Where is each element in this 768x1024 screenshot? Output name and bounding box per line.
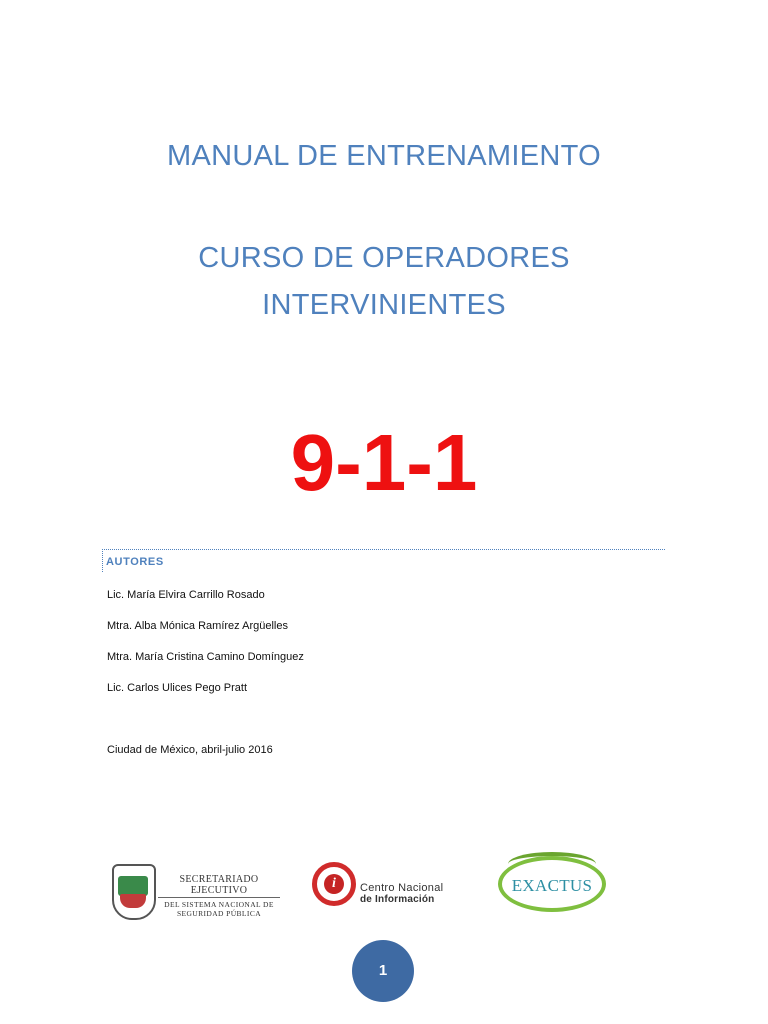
place-date: Ciudad de México, abril-julio 2016 [107, 744, 273, 756]
secretariado-line2: DEL SISTEMA NACIONAL DE [164, 900, 274, 909]
secretariado-line3: SEGURIDAD PÚBLICA [176, 909, 262, 918]
exactus-logo [498, 856, 608, 916]
exactus-word: EXACTUS [511, 876, 593, 895]
shield-emblem-icon [112, 864, 156, 920]
info-circle-icon: i [312, 862, 356, 906]
course-title-line2: INTERVINIENTES [262, 289, 506, 321]
course-title-line1: CURSO DE OPERADORES [198, 242, 570, 274]
author-item: Mtra. María Cristina Camino Domínguez [107, 651, 304, 663]
course-title [0, 235, 768, 329]
green-arc-icon [508, 852, 596, 876]
authors-section-border [102, 549, 665, 572]
secretariado-line1: SECRETARIADO EJECUTIVO [158, 874, 280, 898]
author-item: Lic. Carlos Ulices Pego Pratt [107, 682, 247, 694]
page-number: 1 [352, 940, 414, 1002]
author-item: Mtra. Alba Mónica Ramírez Argüelles [107, 620, 288, 632]
cni-logo [312, 862, 472, 916]
secretariado-logo [110, 864, 278, 916]
authors-heading: AUTORES [106, 556, 164, 568]
cni-logo-text [360, 882, 443, 906]
emergency-number: 9-1-1 [290, 418, 478, 507]
author-item: Lic. María Elvira Carrillo Rosado [107, 589, 265, 601]
manual-title: MANUAL DE ENTRENAMIENTO [167, 140, 601, 172]
cni-line2: de Información [360, 894, 435, 905]
cni-line1: Centro Nacional [360, 882, 444, 894]
secretariado-logo-text [158, 874, 280, 918]
